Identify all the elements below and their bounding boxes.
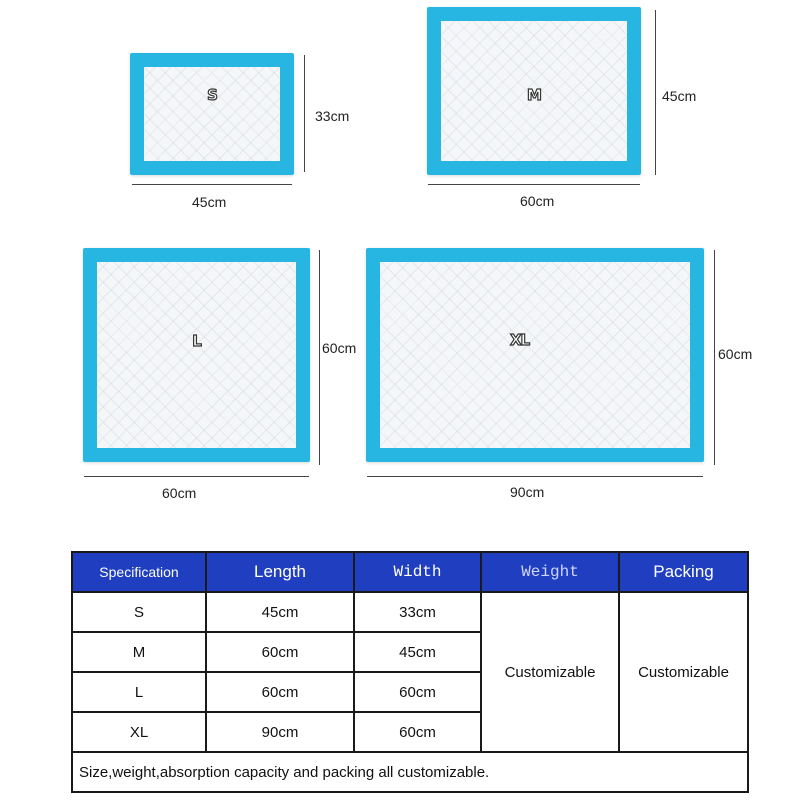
pad-s-length-line (132, 184, 292, 185)
pad-m-width-dim: 45cm (662, 88, 697, 104)
cell-width: 60cm (354, 672, 481, 712)
header-specification: Specification (72, 552, 206, 592)
pad-xl-label: XL (509, 331, 530, 349)
cell-length: 60cm (206, 632, 354, 672)
pad-xl-length-dim: 90cm (510, 484, 545, 500)
pad-s (130, 53, 294, 175)
cell-width: 60cm (354, 712, 481, 752)
pad-xl-width-dim: 60cm (718, 346, 753, 362)
header-packing: Packing (619, 552, 748, 592)
customization-note: Size,weight,absorption capacity and packing all customizable. (72, 752, 748, 792)
cell-length: 90cm (206, 712, 354, 752)
cell-spec: M (72, 632, 206, 672)
pad-m (427, 7, 641, 175)
cell-weight: Customizable (481, 592, 619, 752)
pad-l-length-line (84, 476, 309, 477)
pad-xl-length-line (367, 476, 703, 477)
pad-l-label: L (192, 332, 201, 350)
pad-m-length-dim: 60cm (520, 193, 555, 209)
pad-l-height-line (319, 250, 320, 465)
pad-s-label: S (207, 86, 217, 104)
pad-s-length-dim: 45cm (192, 194, 227, 210)
header-weight: Weight (481, 552, 619, 592)
cell-length: 60cm (206, 672, 354, 712)
pad-s-width-dim: 33cm (315, 108, 350, 124)
cell-spec: XL (72, 712, 206, 752)
pad-xl-height-line (714, 250, 715, 465)
cell-packing: Customizable (619, 592, 748, 752)
cell-spec: L (72, 672, 206, 712)
table-row (72, 592, 748, 632)
pad-l-length-dim: 60cm (162, 485, 197, 501)
table-header-row (72, 552, 748, 592)
cell-width: 33cm (354, 592, 481, 632)
pad-m-height-line (655, 10, 656, 175)
header-length: Length (206, 552, 354, 592)
pad-xl (366, 248, 704, 462)
specification-table (71, 551, 749, 793)
pad-s-height-line (304, 55, 305, 172)
cell-width: 45cm (354, 632, 481, 672)
pad-l-width-dim: 60cm (322, 340, 357, 356)
cell-spec: S (72, 592, 206, 632)
table-note-row (72, 752, 748, 792)
cell-length: 45cm (206, 592, 354, 632)
pad-l (83, 248, 310, 462)
pad-m-length-line (428, 184, 640, 185)
header-width: Width (354, 552, 481, 592)
pad-m-label: M (527, 86, 541, 104)
